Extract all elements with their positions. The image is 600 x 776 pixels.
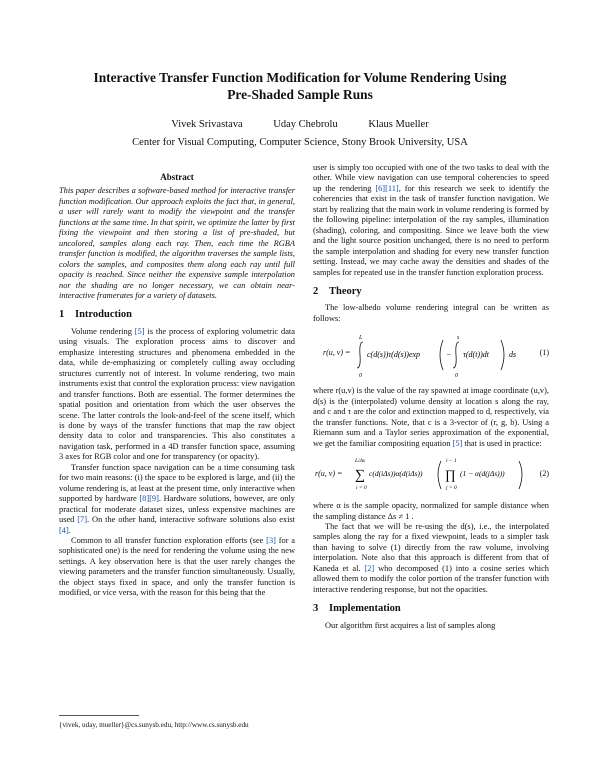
- svg-text:L/Δs: L/Δs: [355, 458, 365, 465]
- svg-text:L: L: [359, 335, 363, 342]
- section-title: Introduction: [75, 309, 132, 321]
- svg-text:s: s: [457, 335, 460, 342]
- svg-text:∏: ∏: [445, 467, 456, 483]
- intro-paragraph-3: [59, 536, 295, 599]
- footnote: {vivek, uday, mueller}@cs.sunysb.edu, http://www.cs.sunysb.edu: [59, 721, 249, 729]
- section-number: 2: [313, 285, 319, 297]
- svg-text:τ(d(t))dt: τ(d(t))dt: [463, 350, 489, 360]
- equation-1-formula: [353, 330, 553, 380]
- text-run: user is simply too occupied with one of the two tasks to deal with the other. While view navigation can use temporal coherencies to speed up the rendering: [313, 163, 549, 193]
- abstract-text: This paper describes a software-based method for interactive transfer function modification. Our approach exploits the fact that, in general, a user will rarely want to modify the viewpoint and the transfer functions at the same time. In that spirit, we optimize the latter by first fixing the viewpoint and then storing a list of pre-shaded, but uncolored, samples along each ray. Then, each time the RGBA transfer function is modified, the algorithm traverses the sample lists, colors the samples, and composites them along each ray until full opacity is reached. Since neither the expensive sample interpolation nor the shading are no longer necessary, we can obtain near-interactive framerates for a variety of datasets.: [59, 186, 295, 300]
- text-run: where r(u,v) is the value of the ray spawned at image coordinate (u,v), d(s) is the (interpolated) volume density at location s along the ray, and c and τ are the color and extinction mapped to d, respectively, via the transfer functions. Note, that c is a 3-vector of (r, g, b). Using a Riemann sum and a Taylor series approximation of the exponential, we get the familiar compositing equation: [313, 386, 549, 448]
- citation-link[interactable]: [2]: [364, 563, 375, 573]
- text-run: . On the other hand, interactive software solutions also exist: [87, 515, 296, 525]
- svg-text:0: 0: [359, 373, 362, 380]
- svg-text:0: 0: [455, 373, 458, 380]
- title-line-1: Interactive Transfer Function Modification for Volume Rendering Using: [93, 70, 507, 85]
- citation-link[interactable]: [7]: [77, 515, 88, 525]
- svg-text:i − 1: i − 1: [446, 458, 457, 465]
- text-run: Transfer function space navigation can be a time consuming task for two main reasons: (i) the space to be explored is large, and (ii) the volume rendering is, at least at the present time, only interactive when supported by hardware: [59, 462, 295, 504]
- equation-2-formula: [349, 455, 549, 497]
- theory-paragraph-3: where α is the sample opacity, normalized for sample distance when the sampling distance Δs ≠ 1 .: [313, 501, 549, 521]
- text-run: Volume rendering: [71, 326, 135, 336]
- author-2: Uday Chebrolu: [273, 119, 338, 130]
- equation-1: [313, 330, 549, 380]
- text-run: that is used in practice:: [462, 438, 542, 448]
- citation-link[interactable]: [6][11]: [375, 183, 399, 193]
- section-number: 1: [59, 309, 65, 321]
- theory-paragraph-4: [313, 522, 549, 595]
- equation-lhs: r(u, v) =: [323, 348, 351, 358]
- svg-text:c(d(s))τ(d(s))exp: c(d(s))τ(d(s))exp: [367, 350, 421, 360]
- section-heading-implementation: [313, 604, 549, 614]
- title-line-2: Pre-Shaded Sample Runs: [227, 87, 373, 102]
- author-1: Vivek Srivastava: [171, 119, 243, 130]
- equation-2: [313, 455, 549, 495]
- text-run: is the process of exploring volumetric data using visuals. The exploration process aims to discover and emphasize interesting structures and phenomena embedded in the data, while de-emphasizing or completely culling away occluding structures currently not of interest. In volume rendering, two main instruments exist that control the exploration process: view navigation and transfer functions. Both are essential. The former determines the spatial position and orientation from which the user observes the scene. The latter controls the look-and-feel of the scene itself, which is done by ways of the transfer functions that map the raw object density data to color and transparencies. This also constitutes a navigation task, performed in a 4D transfer function space, assuming 3 axes for RGB color and one for transparency (or opacity).: [59, 326, 295, 462]
- section-heading-introduction: [59, 310, 295, 320]
- svg-text:−: −: [446, 350, 452, 360]
- svg-text:j = 0: j = 0: [446, 485, 457, 492]
- author-list: [60, 119, 540, 130]
- svg-text:ds: ds: [509, 350, 517, 360]
- citation-link[interactable]: [3]: [266, 535, 276, 545]
- citation-link[interactable]: [8][9]: [139, 494, 159, 504]
- citation-link[interactable]: [5]: [452, 438, 463, 448]
- section-title: Theory: [329, 285, 362, 297]
- citation-link[interactable]: [5]: [134, 326, 145, 336]
- svg-text:c(d(iΔs))α(d(iΔs)): c(d(iΔs))α(d(iΔs)): [369, 469, 423, 479]
- right-column: [313, 163, 549, 631]
- text-run: . Hardware solutions, however, are only practical for moderate dataset sizes, unless expensive machines are used: [59, 494, 295, 525]
- section-title: Implementation: [329, 603, 401, 615]
- text-run: for a sophisticated one) is the need for rendering the volume using the new settings. A key observation here is that the user rarely changes the viewing parameters and the transfer function simultaneously. Usually, the object stays fixed in space, and only the transfer function is modified, or vice versa, with the reason for this being that the: [59, 535, 295, 598]
- svg-text:(1 − α(d(jΔs))): (1 − α(d(jΔs))): [460, 469, 505, 479]
- equation-number: (1): [539, 348, 549, 358]
- equation-lhs: r(u, v) =: [315, 469, 343, 479]
- equation-number: (2): [539, 469, 549, 479]
- left-column: [59, 170, 295, 599]
- intro-paragraph-1: [59, 327, 295, 463]
- section-heading-theory: [313, 287, 549, 297]
- theory-paragraph-2: [313, 386, 549, 449]
- implementation-paragraph-1: Our algorithm first acquires a list of samples along: [325, 620, 496, 630]
- text-run: who decomposed (1) into a cosine series which allowed them to modify the color portion of the transfer function with interactive rendering response, but not the opacities.: [313, 563, 549, 594]
- text-run: .: [68, 525, 71, 535]
- abstract-heading: Abstract: [160, 172, 194, 182]
- text-run: , for this research we seek to identify the coherencies that exist in the task of transfer function navigation. We start by realizing that the main work in volume rendering is formed by the following pipeline: interpolation of the ray samples, illumination (shading), coloring, and compositing. Since we leave both the view and the light source position unchanged, there is no need to perform the sample interpolation and shading for every new transfer function setting. Instead, we may cache away the densities and shades of the samples for repeated use in the transfer function exploration process.: [313, 183, 549, 277]
- citation-link[interactable]: [4]: [59, 525, 69, 535]
- theory-paragraph-1: The low-albedo volume rendering integral can be written as follows:: [313, 303, 549, 323]
- svg-text:i = 0: i = 0: [356, 485, 367, 492]
- author-3: Klaus Mueller: [368, 119, 429, 130]
- section-number: 3: [313, 603, 319, 615]
- footnote-divider: [59, 715, 139, 716]
- text-run: Common to all transfer function exploration efforts (see: [71, 535, 267, 545]
- affiliation: Center for Visual Computing, Computer Science, Stony Brook University, USA: [132, 137, 468, 148]
- paper-title: [60, 69, 540, 103]
- intro-paragraph-continued: [313, 163, 549, 278]
- intro-paragraph-2: [59, 463, 295, 536]
- text-run: The fact that we will be re-using the d(s), i.e., the interpolated samples along the ray for a fixed viewpoint, leads to a simpler task than having to solve (1) directly from the raw volume, involving interpolation. Note also that this approach is different from that of Kaneda et al.: [313, 521, 549, 573]
- svg-text:∑: ∑: [355, 468, 365, 484]
